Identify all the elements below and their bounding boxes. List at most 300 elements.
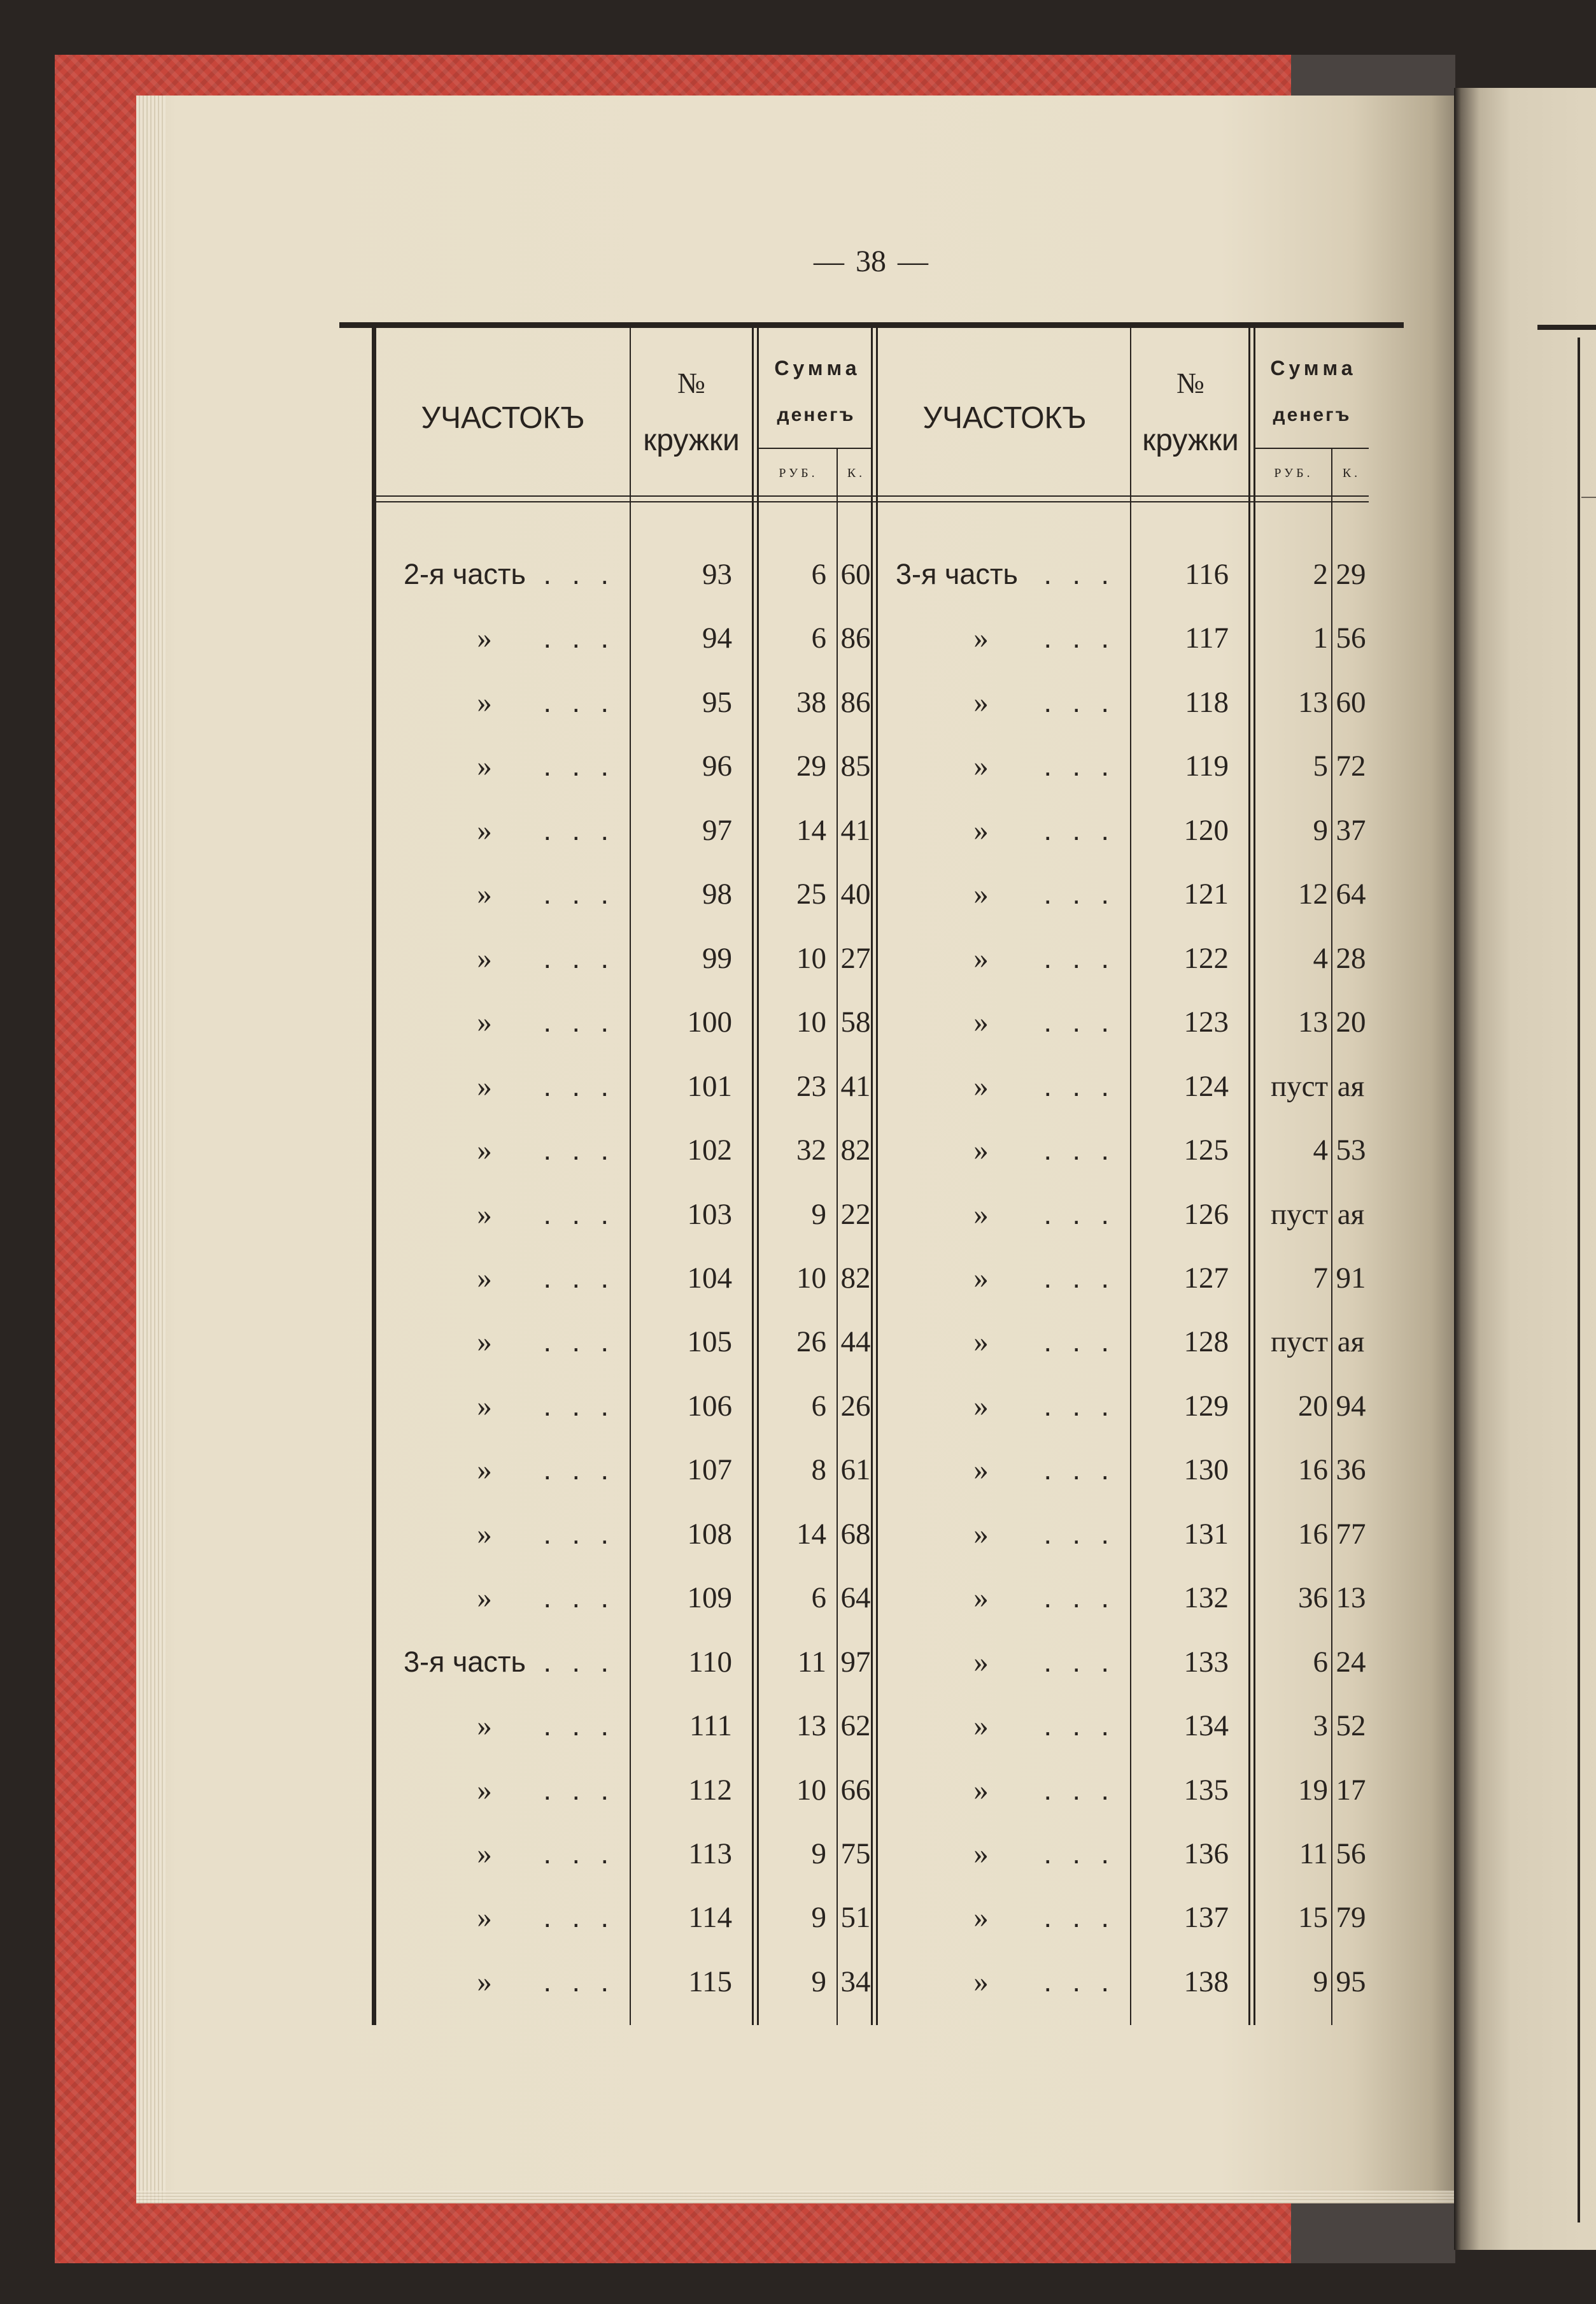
kopecks-cell: 58 — [840, 1006, 871, 1039]
leader-dots: . . . — [1043, 1773, 1115, 1806]
district-cell: » — [973, 813, 989, 847]
district-cell: 3-я часть — [896, 558, 1018, 590]
kopecks-cell: 85 — [840, 750, 871, 783]
table-row — [376, 1707, 872, 1745]
rubles-cell: 5 — [1313, 750, 1328, 783]
kopecks-cell: 28 — [1336, 941, 1366, 975]
kopecks-cell: 60 — [840, 558, 871, 591]
header-rubles: РУБ. — [1274, 466, 1313, 480]
table-row — [376, 875, 872, 913]
kopecks-cell: 17 — [1336, 1773, 1366, 1807]
mug-number-cell: 93 — [702, 558, 732, 591]
mug-number-cell: 117 — [1185, 622, 1229, 655]
leader-dots: . . . — [543, 1197, 615, 1230]
mug-number-cell: 98 — [702, 878, 732, 911]
kopecks-cell: 36 — [1336, 1453, 1366, 1487]
table-row — [376, 555, 872, 594]
rubles-cell: 16 — [1298, 1453, 1328, 1487]
header-bottom-rule — [376, 501, 1369, 502]
district-cell: » — [477, 685, 492, 719]
leader-dots: . . . — [1043, 622, 1115, 655]
leader-dots: . . . — [543, 941, 615, 974]
rubles-cell: 26 — [796, 1325, 826, 1359]
rubles-cell: 4 — [1313, 1134, 1328, 1167]
district-cell: » — [973, 1006, 989, 1039]
mug-number-cell: 119 — [1185, 750, 1229, 783]
table-row — [879, 1643, 1369, 1681]
rubles-cell: 4 — [1313, 941, 1328, 975]
mug-number-cell: 99 — [702, 941, 732, 975]
kopecks-cell: 41 — [840, 813, 871, 847]
table-row — [376, 1067, 872, 1106]
leader-dots: . . . — [543, 1709, 615, 1742]
kopecks-cell: 82 — [840, 1261, 871, 1295]
leader-dots: . . . — [1043, 1134, 1115, 1167]
mug-number-cell: 137 — [1183, 1901, 1229, 1935]
rubles-cell: 10 — [796, 1773, 826, 1807]
kopecks-cell: 77 — [1336, 1517, 1366, 1551]
district-cell: » — [973, 878, 989, 911]
district-cell: » — [477, 622, 492, 655]
header-number-sign: № — [677, 367, 705, 399]
rubles-cell: пуст — [1270, 1197, 1328, 1231]
district-cell: » — [973, 1581, 989, 1615]
district-cell: » — [477, 941, 492, 975]
mug-number-cell: 101 — [687, 1069, 732, 1103]
kopecks-cell: 34 — [840, 1965, 871, 1998]
table-row — [376, 1323, 872, 1361]
table-row — [879, 683, 1369, 722]
mug-number-cell: 131 — [1183, 1517, 1229, 1551]
rubles-cell: 16 — [1298, 1517, 1328, 1551]
rubles-cell: 13 — [796, 1709, 826, 1743]
table-row — [879, 1259, 1369, 1297]
kopecks-cell: 20 — [1336, 1006, 1366, 1039]
table-row — [376, 1963, 872, 2001]
leader-dots: . . . — [543, 1965, 615, 1998]
rubles-cell: 12 — [1298, 878, 1328, 911]
leader-dots: . . . — [1043, 1965, 1115, 1998]
district-cell: » — [477, 750, 492, 783]
leader-dots: . . . — [1043, 1069, 1115, 1102]
table-row — [879, 811, 1369, 850]
kopecks-cell: 79 — [1336, 1901, 1366, 1935]
rubles-cell: пуст — [1270, 1325, 1328, 1359]
sum-subheader-rule — [1255, 448, 1369, 449]
table-row — [376, 1003, 872, 1041]
mug-number-cell: 128 — [1183, 1325, 1229, 1359]
mug-number-cell: 135 — [1183, 1773, 1229, 1807]
table-row — [879, 1835, 1369, 1873]
rubles-cell: 15 — [1298, 1901, 1328, 1935]
rubles-cell: 11 — [797, 1645, 826, 1679]
leader-dots: . . . — [1043, 558, 1115, 590]
mug-number-cell: 94 — [702, 622, 732, 655]
leader-dots: . . . — [543, 1006, 615, 1039]
facing-page-rule — [1537, 325, 1596, 330]
leader-dots: . . . — [1043, 1645, 1115, 1678]
table-row — [879, 555, 1369, 594]
header-kopecks: К. — [1342, 466, 1361, 480]
district-cell: » — [973, 1134, 989, 1167]
leader-dots: . . . — [543, 1517, 615, 1550]
district-cell: » — [973, 1645, 989, 1679]
district-cell: 2-я часть — [404, 558, 526, 590]
leader-dots: . . . — [543, 878, 615, 911]
leader-dots: . . . — [543, 622, 615, 655]
table-row — [376, 1898, 872, 1937]
rubles-cell: 9 — [811, 1197, 826, 1231]
header-kopecks: К. — [847, 466, 866, 480]
mug-number-cell: 109 — [687, 1581, 732, 1615]
table-row — [879, 1451, 1369, 1489]
table-row — [376, 1387, 872, 1425]
kopecks-cell: 44 — [840, 1325, 871, 1359]
facing-page — [1454, 88, 1596, 2250]
kopecks-cell: 41 — [840, 1069, 871, 1103]
table-row — [376, 1259, 872, 1297]
mug-number-cell: 107 — [687, 1453, 732, 1487]
table-row — [376, 811, 872, 850]
table-row — [376, 1195, 872, 1234]
mug-number-cell: 97 — [702, 813, 732, 847]
header-sum: Сумма — [1270, 357, 1357, 380]
mug-number-cell: 114 — [688, 1901, 732, 1935]
leader-dots: . . . — [543, 1837, 615, 1870]
page-edges-bottom — [136, 2191, 1458, 2203]
kopecks-cell: 60 — [1336, 685, 1366, 719]
table-row — [879, 875, 1369, 913]
rubles-cell: 19 — [1298, 1773, 1328, 1807]
district-cell: » — [477, 1134, 492, 1167]
mug-number-cell: 105 — [687, 1325, 732, 1359]
kopecks-cell: 51 — [840, 1901, 871, 1935]
leader-dots: . . . — [543, 558, 615, 590]
mug-number-cell: 125 — [1183, 1134, 1229, 1167]
district-cell: » — [973, 1453, 989, 1487]
kopecks-cell: 75 — [840, 1837, 871, 1870]
header-sum: Сумма — [774, 357, 861, 380]
rubles-cell: 1 — [1313, 622, 1328, 655]
kopecks-cell: 29 — [1336, 558, 1366, 591]
table-row — [376, 1579, 872, 1617]
rubles-cell: 20 — [1298, 1389, 1328, 1423]
header-money: денегъ — [777, 404, 856, 425]
leader-dots: . . . — [543, 1581, 615, 1614]
rubles-cell: 13 — [1298, 1006, 1328, 1039]
leader-dots: . . . — [543, 1325, 615, 1358]
rubles-cell: 25 — [796, 878, 826, 911]
table-row — [879, 1195, 1369, 1234]
table-row — [376, 1771, 872, 1809]
leader-dots: . . . — [543, 685, 615, 718]
leader-dots: . . . — [1043, 1197, 1115, 1230]
district-cell: » — [477, 1517, 492, 1551]
mug-number-cell: 118 — [1185, 685, 1229, 719]
mug-number-cell: 127 — [1183, 1261, 1229, 1295]
mug-number-cell: 102 — [687, 1134, 732, 1167]
half-divider — [876, 328, 878, 2025]
table-row — [376, 1451, 872, 1489]
table-row — [376, 1515, 872, 1553]
leader-dots: . . . — [1043, 941, 1115, 974]
district-cell: » — [477, 1006, 492, 1039]
district-cell: » — [973, 1709, 989, 1743]
rubles-cell: 13 — [1298, 685, 1328, 719]
leader-dots: . . . — [1043, 1006, 1115, 1039]
kopecks-cell: 64 — [1336, 878, 1366, 911]
leader-dots: . . . — [1043, 1517, 1115, 1550]
header-district: УЧАСТОКЪ — [922, 401, 1087, 435]
district-cell: » — [477, 1901, 492, 1935]
rubles-cell: 8 — [811, 1453, 826, 1487]
mug-number-cell: 122 — [1183, 941, 1229, 975]
table-row — [879, 1323, 1369, 1361]
sum-subheader-rule — [759, 448, 871, 449]
leader-dots: . . . — [543, 813, 615, 846]
district-cell: » — [973, 1901, 989, 1935]
leader-dots: . . . — [1043, 1389, 1115, 1422]
kopecks-cell: 27 — [840, 941, 871, 975]
rubles-cell: 9 — [811, 1965, 826, 1998]
district-cell: » — [477, 1325, 492, 1359]
rubles-cell: 6 — [811, 622, 826, 655]
mug-number-cell: 113 — [688, 1837, 732, 1870]
rubles-cell: пуст — [1270, 1069, 1328, 1103]
mug-number-cell: 132 — [1183, 1581, 1229, 1615]
leader-dots: . . . — [543, 1901, 615, 1934]
mug-number-cell: 103 — [687, 1197, 732, 1231]
mug-number-cell: 110 — [688, 1645, 732, 1679]
kopecks-cell: 95 — [1336, 1965, 1366, 1998]
mug-number-cell: 115 — [688, 1965, 732, 1998]
header-rubles: РУБ. — [779, 466, 818, 480]
table-row — [879, 1898, 1369, 1937]
leader-dots: . . . — [1043, 1325, 1115, 1358]
kopecks-cell: ая — [1337, 1197, 1365, 1231]
mug-number-cell: 96 — [702, 750, 732, 783]
rubles-cell: 14 — [796, 1517, 826, 1551]
kopecks-cell: 86 — [840, 685, 871, 719]
kopecks-cell: 86 — [840, 622, 871, 655]
kopecks-cell: 52 — [1336, 1709, 1366, 1743]
rubles-cell: 10 — [796, 941, 826, 975]
kopecks-cell: 13 — [1336, 1581, 1366, 1615]
kopecks-cell: 62 — [840, 1709, 871, 1743]
mug-number-cell: 108 — [687, 1517, 732, 1551]
district-cell: » — [477, 1773, 492, 1807]
table-row — [879, 1003, 1369, 1041]
district-cell: » — [477, 1581, 492, 1615]
header-money: денегъ — [1273, 404, 1352, 425]
header-mug: кружки — [1142, 423, 1239, 457]
table-row — [879, 747, 1369, 785]
kopecks-cell: 53 — [1336, 1134, 1366, 1167]
district-cell: » — [973, 1389, 989, 1423]
rubles-cell: 9 — [1313, 813, 1328, 847]
rubles-cell: 36 — [1298, 1581, 1328, 1615]
leader-dots: . . . — [1043, 1901, 1115, 1934]
rubles-cell: 6 — [811, 1581, 826, 1615]
kopecks-cell: ая — [1337, 1069, 1365, 1103]
table-row — [376, 683, 872, 722]
kopecks-cell: 97 — [840, 1645, 871, 1679]
spine-binding-bottom — [1291, 2200, 1455, 2263]
district-cell: » — [477, 813, 492, 847]
kopecks-cell: 66 — [840, 1773, 871, 1807]
header-bottom-rule — [376, 495, 1369, 497]
table-row — [879, 1067, 1369, 1106]
mug-number-cell: 104 — [687, 1261, 732, 1295]
mug-number-cell: 129 — [1183, 1389, 1229, 1423]
header-number-sign: № — [1176, 367, 1204, 399]
district-cell: » — [477, 1261, 492, 1295]
rubles-cell: 11 — [1299, 1837, 1328, 1870]
kopecks-cell: 56 — [1336, 622, 1366, 655]
page-number: — 38 — — [814, 245, 928, 278]
leader-dots: . . . — [543, 1261, 615, 1294]
rubles-cell: 6 — [811, 558, 826, 591]
kopecks-cell: 91 — [1336, 1261, 1366, 1295]
district-cell: » — [973, 685, 989, 719]
kopecks-cell: 72 — [1336, 750, 1366, 783]
table-row — [879, 1963, 1369, 2001]
district-cell: » — [973, 1069, 989, 1103]
page-edges-left — [136, 96, 166, 2203]
kopecks-cell: 24 — [1336, 1645, 1366, 1679]
rubles-cell: 10 — [796, 1261, 826, 1295]
table-row — [879, 1771, 1369, 1809]
district-cell: » — [477, 1837, 492, 1870]
mug-number-cell: 124 — [1183, 1069, 1229, 1103]
mug-number-cell: 130 — [1183, 1453, 1229, 1487]
district-cell: » — [973, 622, 989, 655]
mug-number-cell: 123 — [1183, 1006, 1229, 1039]
rubles-cell: 14 — [796, 813, 826, 847]
district-cell: » — [973, 1837, 989, 1870]
leader-dots: . . . — [543, 1134, 615, 1167]
district-cell: » — [973, 750, 989, 783]
leader-dots: . . . — [1043, 1261, 1115, 1294]
mug-number-cell: 100 — [687, 1006, 732, 1039]
kopecks-cell: 64 — [840, 1581, 871, 1615]
kopecks-cell: 82 — [840, 1134, 871, 1167]
district-cell: » — [973, 1517, 989, 1551]
leader-dots: . . . — [1043, 813, 1115, 846]
leader-dots: . . . — [543, 1389, 615, 1422]
table-row — [879, 619, 1369, 657]
facing-page-header-line — [1581, 497, 1596, 498]
mug-number-cell: 126 — [1183, 1197, 1229, 1231]
district-cell: » — [973, 1261, 989, 1295]
district-cell: » — [973, 1773, 989, 1807]
header-mug: кружки — [643, 423, 740, 457]
header-district: УЧАСТОКЪ — [421, 401, 585, 435]
leader-dots: . . . — [1043, 1837, 1115, 1870]
leader-dots: . . . — [1043, 1453, 1115, 1486]
mug-number-cell: 133 — [1183, 1645, 1229, 1679]
table-row — [376, 1835, 872, 1873]
mug-number-cell: 116 — [1185, 558, 1229, 591]
mug-number-cell: 111 — [689, 1709, 732, 1743]
kopecks-cell: 56 — [1336, 1837, 1366, 1870]
mug-number-cell: 106 — [687, 1389, 732, 1423]
table-row — [376, 747, 872, 785]
leader-dots: . . . — [543, 750, 615, 783]
leader-dots: . . . — [543, 1453, 615, 1486]
district-cell: » — [477, 878, 492, 911]
kopecks-cell: 26 — [840, 1389, 871, 1423]
table-row — [879, 1387, 1369, 1425]
kopecks-cell: 37 — [1336, 813, 1366, 847]
rubles-cell: 9 — [811, 1837, 826, 1870]
rubles-cell: 6 — [811, 1389, 826, 1423]
leader-dots: . . . — [543, 1773, 615, 1806]
rubles-cell: 2 — [1313, 558, 1328, 591]
district-cell: » — [477, 1965, 492, 1998]
facing-page-column-line — [1578, 338, 1580, 2222]
mug-number-cell: 134 — [1183, 1709, 1229, 1743]
district-cell: » — [477, 1389, 492, 1423]
district-cell: 3-я часть — [404, 1645, 526, 1678]
leader-dots: . . . — [1043, 1581, 1115, 1614]
district-cell: » — [973, 941, 989, 975]
table-top-rule — [339, 322, 1404, 328]
mug-number-cell: 136 — [1183, 1837, 1229, 1870]
kopecks-cell: ая — [1337, 1325, 1365, 1359]
table-row — [376, 619, 872, 657]
table-row — [879, 1515, 1369, 1553]
rubles-cell: 9 — [1313, 1965, 1328, 1998]
leader-dots: . . . — [1043, 878, 1115, 911]
district-cell: » — [477, 1197, 492, 1231]
rubles-cell: 9 — [811, 1901, 826, 1935]
leader-dots: . . . — [1043, 685, 1115, 718]
district-cell: » — [477, 1069, 492, 1103]
kopecks-cell: 40 — [840, 878, 871, 911]
rubles-cell: 3 — [1313, 1709, 1328, 1743]
rubles-cell: 6 — [1313, 1645, 1328, 1679]
rubles-cell: 7 — [1313, 1261, 1328, 1295]
kopecks-cell: 61 — [840, 1453, 871, 1487]
rubles-cell: 32 — [796, 1134, 826, 1167]
mug-number-cell: 120 — [1183, 813, 1229, 847]
mug-number-cell: 112 — [688, 1773, 732, 1807]
table-row — [879, 1131, 1369, 1169]
kopecks-cell: 22 — [840, 1197, 871, 1231]
mug-number-cell: 121 — [1183, 878, 1229, 911]
leader-dots: . . . — [1043, 1709, 1115, 1742]
district-cell: » — [477, 1709, 492, 1743]
rubles-cell: 10 — [796, 1006, 826, 1039]
rubles-cell: 23 — [796, 1069, 826, 1103]
district-cell: » — [477, 1453, 492, 1487]
table-row — [879, 1579, 1369, 1617]
rubles-cell: 29 — [796, 750, 826, 783]
leader-dots: . . . — [1043, 750, 1115, 783]
table-row — [376, 939, 872, 978]
table-row — [376, 1643, 872, 1681]
district-cell: » — [973, 1325, 989, 1359]
table-row — [879, 939, 1369, 978]
table-row — [879, 1707, 1369, 1745]
kopecks-cell: 68 — [840, 1517, 871, 1551]
district-cell: » — [973, 1965, 989, 1998]
rubles-cell: 38 — [796, 685, 826, 719]
spine-binding-top — [1291, 55, 1455, 99]
leader-dots: . . . — [543, 1069, 615, 1102]
kopecks-cell: 94 — [1336, 1389, 1366, 1423]
